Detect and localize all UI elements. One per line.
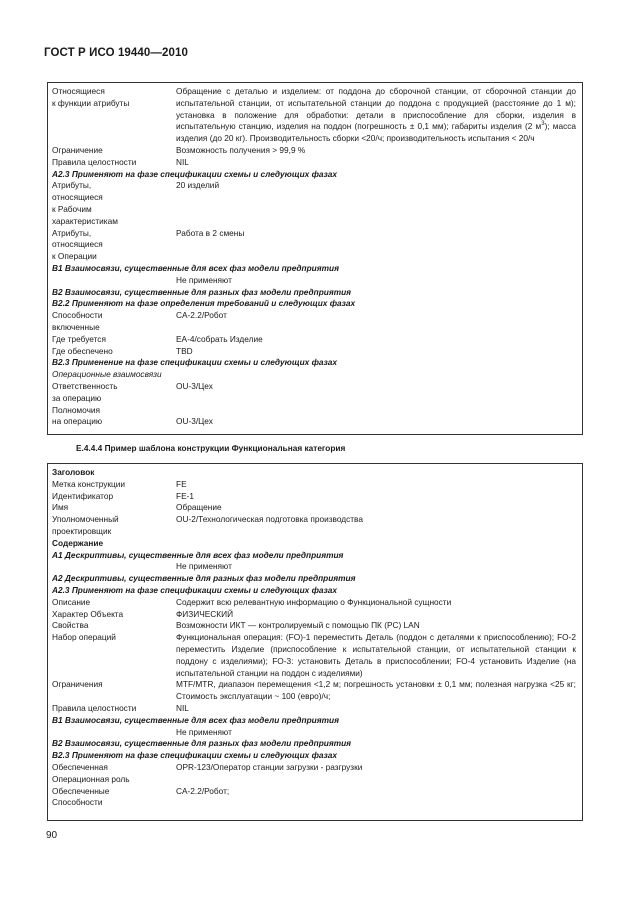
table-row: [52, 703, 576, 715]
section-heading: B2.3 Применяют на фазе спецификации схемы и следующих фазах: [52, 750, 338, 761]
row-value: ФИЗИЧЕСКИЙ: [176, 608, 234, 619]
table-row: [52, 491, 576, 503]
table-row: [52, 228, 576, 263]
table-row: [52, 180, 576, 227]
row-label: Атрибуты, относящиеся к Операции: [52, 227, 103, 262]
table-row: [52, 334, 576, 346]
row-value: Функциональная операция: (FO)-1 переместить Деталь (поддон с деталями к приспособлению); FO-2 переместить Изделие (приспособление к испытательной станции, от испытательной станции к поддону с изделиями); FO-3: установить Деталь в приспособлении; FO-4 установить Изделие (на испытательной станции на поддон с изделиями): [176, 632, 576, 678]
section-heading: B2 Взаимосвязи, существенные для разных фаз модели предприятия: [52, 738, 352, 749]
row-label: Полномочия на операцию: [52, 404, 103, 427]
section-title: Заголовок: [52, 467, 95, 477]
row-label: Правила целостности: [52, 156, 137, 167]
row-label: Описание: [52, 596, 91, 607]
section-heading: B1 Взаимосвязи, существенные для всех фаз модели предприятия: [52, 262, 339, 273]
table-row: [52, 157, 576, 169]
row-label: Где обеспечено: [52, 345, 113, 356]
section-heading: A2.3 Применяют на фазе спецификации схемы и следующих фазах: [52, 168, 338, 179]
table-row: [52, 632, 576, 679]
row-value: 20 изделий: [176, 180, 220, 191]
table-row: [52, 405, 576, 429]
document-header: ГОСТ Р ИСО 19440—2010: [44, 47, 189, 59]
section-heading: B2 Взаимосвязи, существенные для разных фаз модели предприятия: [52, 286, 352, 297]
row-value: OU-3/Цех: [176, 380, 213, 391]
row-label: Метка конструкции: [52, 478, 126, 489]
table-row: [52, 502, 576, 514]
row-label: Имя: [52, 502, 69, 513]
table-row: [52, 346, 576, 358]
table-row: [52, 679, 576, 703]
row-value: TBD: [176, 345, 193, 356]
row-label: Набор операций: [52, 632, 116, 643]
row-value: NIL: [176, 702, 189, 713]
row-label: Где требуется: [52, 333, 106, 344]
row-value: FE: [176, 478, 187, 489]
row-label: Ответственность за операцию: [52, 380, 118, 403]
row-label: Обеспеченные Способности: [52, 785, 110, 808]
row-value-part: ); масса изделия (до 20 кг). Производительность сборки <20/ч; производительность испытания < 20/ч: [176, 121, 576, 144]
row-value: Возможность получения > 99,9 %: [176, 144, 306, 155]
section-heading: B2.3 Применение на фазе спецификации схемы и следующих фазах: [52, 357, 337, 368]
not-applicable-note: Не применяют: [176, 274, 232, 285]
not-applicable-note: Не применяют: [176, 726, 232, 737]
row-label: Способности включенные: [52, 310, 103, 332]
table-row: [52, 609, 576, 621]
row-label: Обеспеченная Операционная роль: [52, 761, 130, 784]
row-value: Обращение: [176, 502, 222, 513]
page-number: 90: [46, 830, 58, 841]
section-heading: B1 Взаимосвязи, существенные для всех фаз модели предприятия: [52, 714, 339, 725]
row-value: OPR-123/Оператор станции загрузки - разгрузки: [176, 761, 363, 772]
row-label: Характер Объекта: [52, 608, 124, 619]
table-row: [52, 381, 576, 405]
row-value: MTF/MTR, диапазон перемещения <1,2 м; погрешность установки ± 0,1 мм; полезная нагрузка <25 кг; Стоимость эксплуатации ~ 100 (евро)/ч;: [176, 679, 576, 702]
table-row: [52, 514, 576, 538]
row-value: OU-2/Технологическая подготовка производства: [176, 514, 363, 525]
row-value: NIL: [176, 156, 189, 167]
table-row: [52, 145, 576, 157]
superscript: 3: [541, 121, 545, 128]
table-row: [52, 762, 576, 786]
row-label: Относящиеся к функции атрибуты: [52, 86, 130, 108]
row-value: CA-2.2/Робот: [176, 310, 227, 321]
section-heading: A2 Дескриптивы, существенные для разных фаз модели предприятия: [52, 573, 356, 584]
row-label: Свойства: [52, 620, 89, 631]
subsection-label: Операционные взаимосвязи: [52, 369, 162, 380]
row-value: EA-4/собрать Изделие: [176, 333, 263, 344]
row-value: Содержит всю релевантную информацию о Функциональной сущности: [176, 596, 452, 607]
table-row: [52, 86, 576, 145]
table-row: [52, 620, 576, 632]
row-value-part: Обращение с деталью и изделием: от поддона до сборочной станции, от сборочной станции до испытательной станции, от испытательной станции до поддона с продукцией (расстояние до 1 м); установка в положение для обработки: детали в приспособление для сборки, изделия в испытательную станцию, изделия на поддон (погрешность ± 0,1 мм); габариты изделия (2 м: [176, 86, 576, 132]
row-value: OU-3/Цех: [176, 416, 213, 427]
table-caption: E.4.4.4 Пример шаблона конструкции Функциональная категория: [76, 443, 346, 453]
row-value: CA-2.2/Робот;: [176, 785, 230, 796]
attribute-table-1: [47, 82, 583, 435]
section-heading: A1 Дескриптивы, существенные для всех фаз модели предприятия: [52, 549, 344, 560]
row-label: Идентификатор: [52, 490, 114, 501]
row-label: Ограничения: [52, 679, 103, 690]
row-label: Атрибуты, относящиеся к Рабочим характеристикам: [52, 180, 118, 226]
row-label: Правила целостности: [52, 702, 137, 713]
table-row: [52, 597, 576, 609]
row-value: Возможности ИКТ — контролируемый с помощью ПК (PC) LAN: [176, 620, 420, 631]
not-applicable-note: Не применяют: [176, 561, 232, 572]
row-value: FE-1: [176, 490, 194, 501]
attribute-table-2: [47, 463, 583, 821]
row-label: Ограничение: [52, 144, 103, 155]
row-value: [176, 86, 576, 145]
section-title: Содержание: [52, 537, 104, 548]
row-value: Работа в 2 смены: [176, 227, 245, 238]
table-row: [52, 786, 576, 810]
row-label: Уполномоченный проектировщик: [52, 514, 119, 536]
table-row: [52, 479, 576, 491]
table-row: [52, 310, 576, 334]
section-heading: B2.2 Применяют на фазе определения требований и следующих фазах: [52, 298, 356, 309]
section-heading: A2.3 Применяют на фазе спецификации схемы и следующих фазах: [52, 584, 338, 595]
